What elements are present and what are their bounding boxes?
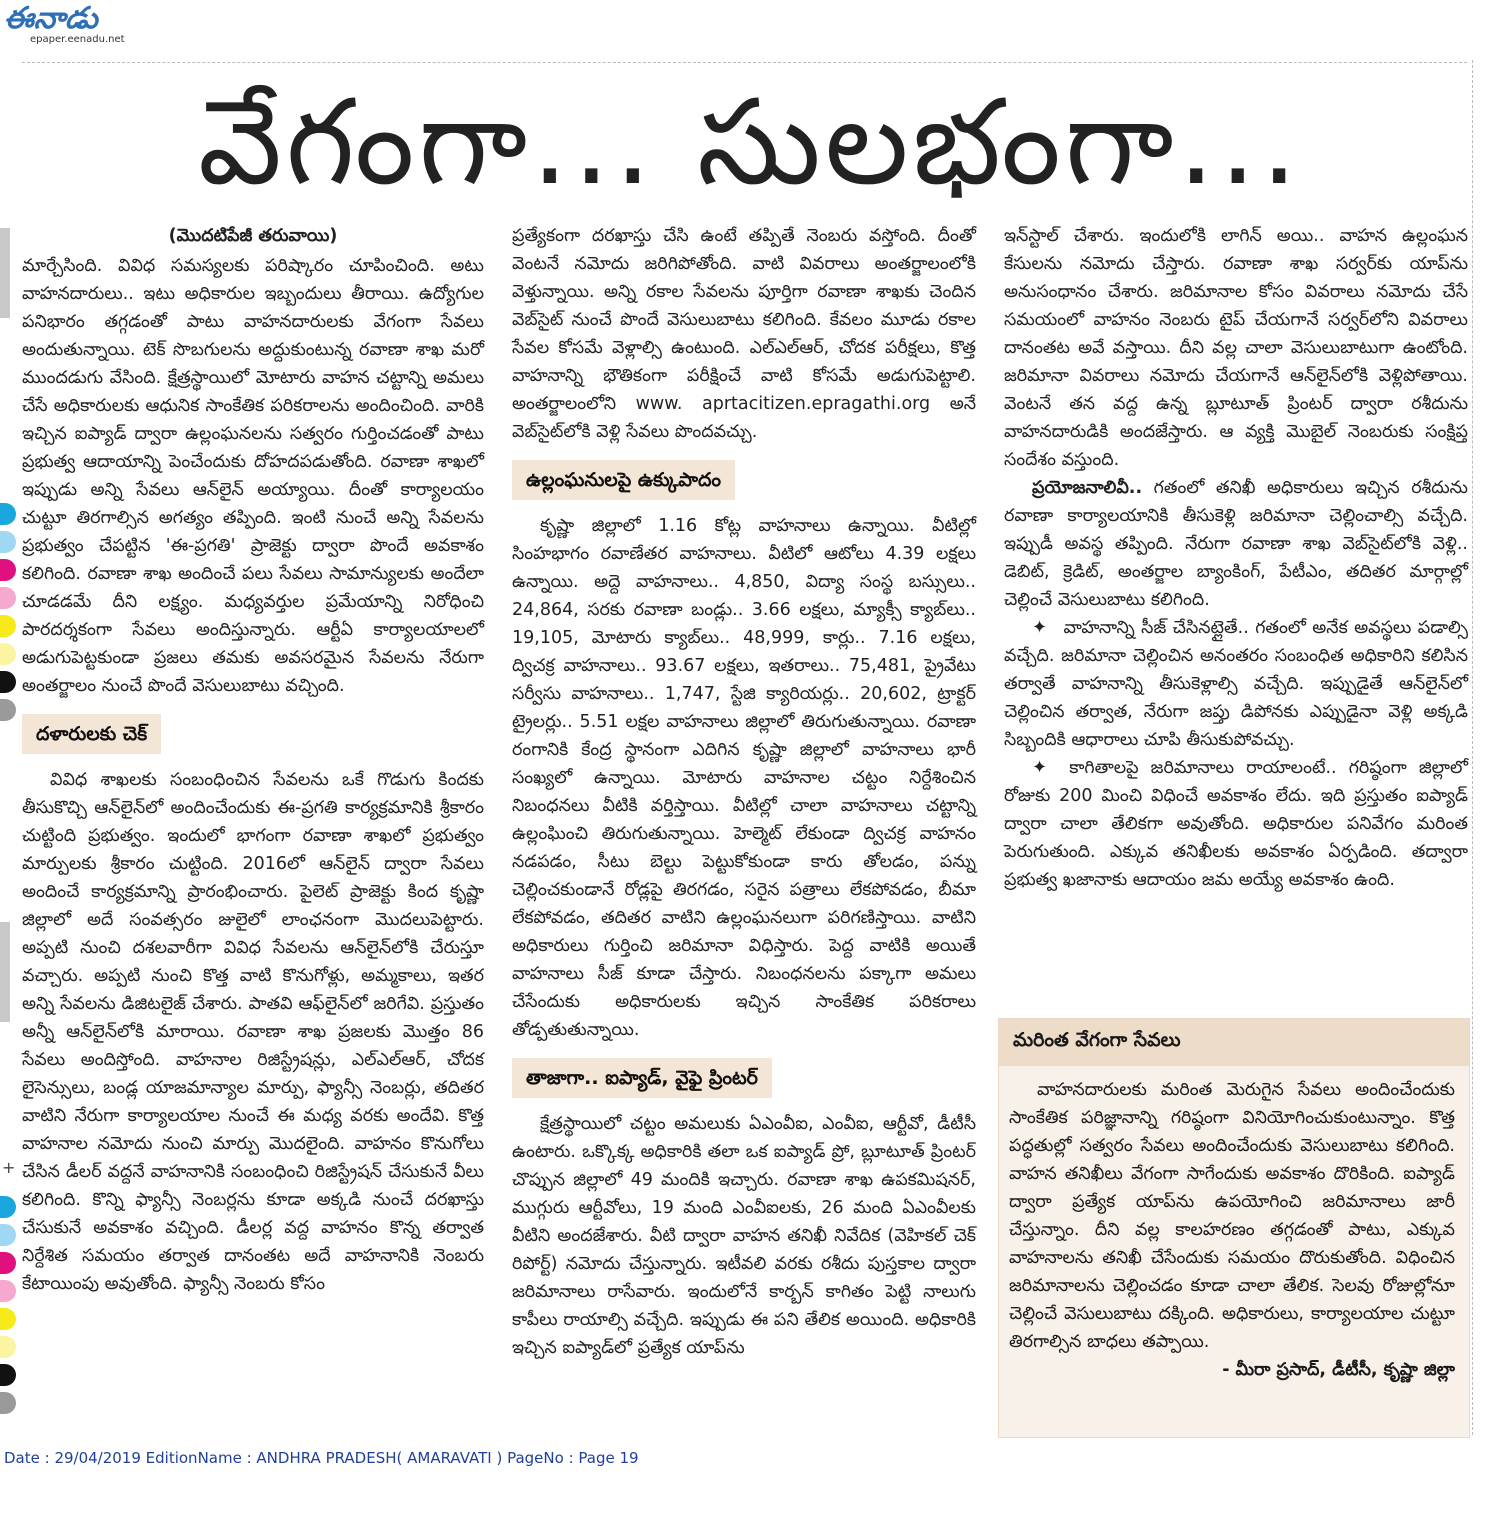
paragraph: క్షేత్రస్థాయిలో చట్టం అమలుకు ఏఎంవీఐ, ఎంవీఐ, ఆర్టీవో, డీటీసీ ఉంటారు. ఒక్కొక్క అధికారికి తలా ఒక ఐప్యాడ్ ప్రో, బ్లూటూత్ ప్రింటర్ చొప్పున జిల్లాలో 49 మందికి ఇచ్చారు. రవాణా శాఖ ఉపకమిషనర్, ముగ్గురు ఆర్టీవోలు, 19 మంది ఎంవీఐలకు, 26 మంది ఏఎంవీలకు వీటిని అందజేశారు. వీటి ద్వారా వాహన తనిఖీ నివేదిక (వెహికల్ చెక్ రిపోర్ట్) నమోదు చేస్తున్నారు. ఇటీవలి వరకు రశీదు పుస్తకాల ద్వారా జరిమానాలు రాసేవారు. ఇందులోనే కార్బన్ కాగితం పెట్టి నాలుగు కాపీలు రాయాల్సి వచ్చేది. ఇప్పుడు ఈ పని తేలిక అయింది. అధికారికి ఇచ్చిన ఐప్యాడ్‌లో ప్రత్యేక యాప్‌ను	[512, 1114, 976, 1358]
paragraph: ప్రత్యేకంగా దరఖాస్తు చేసి ఉంటే తప్పితే నెంబరు వస్తోంది. దీంతో వెంటనే నమోదు జరిగిపోతోంది. వాటి వివరాలు అంతర్జాలంలోకి వెళ్తున్నాయి. అన్ని రకాల సేవలను పూర్తిగా రవాణా శాఖకు చెందిన వెబ్‌సైట్ నుంచే పొందే వెసులుబాటు కలిగింది. కేవలం మూడు రకాల సేవల కోసమే వెళ్లాల్సి ఉంటుంది. ఎల్ఎల్ఆర్, చోదక పరీక్షలు, కొత్త వాహనాన్ని భౌతికంగా పరీక్షించే వాటి కోసమే అడుగుపెట్టాలి. అంతర్జాలంలోని www. aprtacitizen.epragathi.org అనే వెబ్‌సైట్‌లోకి వెళ్లి సేవలు పొందవచ్చు.	[512, 226, 976, 442]
lead-in: ప్రయోజనాలివీ..	[1032, 478, 1143, 498]
quote-box-body	[999, 1066, 1469, 1356]
paragraph: మార్చేసింది. వివిధ సమస్యలకు పరిష్కారం చూపించింది. అటు వాహనదారులు.. ఇటు అధికారుల ఇబ్బందులు తీరాయి. ఉద్యోగుల పనిభారం తగ్గడంతో పాటు వాహనదారులకు వేగంగా సేవలు అందుతున్నాయి. టెక్ సొబగులను అద్దుకుంటున్న రవాణా శాఖ మరో ముందడుగు వేసింది. క్షేత్రస్థాయిలో మోటారు వాహన చట్టాన్ని అమలు చేసే అధికారులకు ఆధునిక సాంకేతిక పరికరాలను అందించింది. వారికి ఇచ్చిన ఐప్యాడ్ ద్వారా ఉల్లంఘనలను సత్వరం గుర్తించడంతో పాటు ప్రభుత్వ ఆదాయాన్ని పెంచేందుకు దోహదపడుతోంది. రవాణా శాఖలో ఇప్పుడు అన్ని సేవలు ఆన్‌లైన్ అయ్యాయి. దీంతో కార్యాలయం చుట్టూ తిరగాల్సిన అగత్యం తప్పింది. ఇంటి నుంచే అన్ని సేవలను ప్రభుత్వం చేపట్టిన 'ఈ-ప్రగతి' ప్రాజెక్టు ద్వారా పొందే అవకాశం కలిగింది. రవాణా శాఖ అందించే పలు సేవలు సామాన్యులకు అందేలా చూడడమే దీని లక్ష్యం. మధ్యవర్తుల ప్రమేయాన్ని నిరోధించి పారదర్శకంగా సేవలు అందిస్తున్నారు. ఆర్టీఏ కార్యాలయాలలో అడుగుపెట్టకుండా ప్రజలు తమకు అవసరమైన సేవలను నేరుగా అంతర్జాలం నుంచే పొందే వెసులుబాటు వచ్చింది.	[22, 256, 484, 696]
paragraph-text: గతంలో తనిఖీ అధికారులు ఇచ్చిన రశీదును రవాణా కార్యాలయానికి తీసుకెళ్లి జరిమానా చెల్లించాల్సి వచ్చేది. ఇప్పుడీ అవస్థ తప్పింది. నేరుగా రవాణా శాఖ వెబ్‌సైట్‌లోకి వెళ్లి.. డెబిట్, క్రెడిట్, అంతర్జాల బ్యాంకింగ్, పేటీఎం, తదితర మార్గాల్లో చెల్లించే వెసులుబాటు కలిగింది.	[1004, 478, 1468, 610]
article-column-3	[1004, 222, 1468, 894]
site-url: epaper.eenadu.net	[30, 34, 125, 45]
cyan-swatch	[0, 503, 16, 525]
light-magenta-swatch	[0, 587, 16, 609]
crosshair-icon: +	[2, 1158, 16, 1177]
black-swatch	[0, 671, 16, 693]
paragraph-text: వాహనాన్ని సీజ్ చేసినట్లైతే.. గతంలో అనేక అవస్థలు పడాల్సి వచ్చేది. జరిమానా చెల్లించిన అనంతరం సంబంధిత అధికారిని కలిసిన తర్వాతే వాహనాన్ని తీసుకెళ్లాల్సి వచ్చేది. ఇప్పుడైతే ఆన్‌లైన్‌లో చెల్లించిన తర్వాత, నేరుగా జప్తు డిపోనకు ఎప్పుడైనా వెళ్లి అక్కడి సిబ్బందికి ఆధారాలు చూపి తీసుకుపోవచ్చు.	[1004, 618, 1468, 750]
top-divider	[22, 62, 1467, 63]
article-column-2	[512, 222, 976, 1362]
continuation-note: (మొదటిపేజీ తరువాయి)	[168, 226, 338, 246]
light-yellow-swatch	[0, 1336, 16, 1358]
paragraph: కృష్ణా జిల్లాలో 1.16 కోట్ల వాహనాలు ఉన్నాయి. వీటిల్లో సింహభాగం రవాణేతర వాహనాలు. వీటిలో ఆటోలు 4.39 లక్షలు ఉన్నాయి. అద్దె వాహనాలు.. 4,850, విద్యా సంస్థ బస్సులు.. 24,864, సరకు రవాణా బండ్లు.. 3.66 లక్షలు, మ్యాక్సీ క్యాబ్‌లు.. 19,105, మోటారు క్యాబ్‌లు.. 48,999, కార్లు.. 7.16 లక్షలు, ద్విచక్ర వాహనాలు.. 93.67 లక్షలు, ఇతరాలు.. 75,481, ప్రైవేటు సర్వీసు వాహనాలు.. 1,747, స్టేజి క్యారియర్లు.. 20,602, ట్రాక్టర్ ట్రైలర్లు.. 5.51 లక్షల వాహనాలు జిల్లాలో తిరుగుతున్నాయి. రవాణా రంగానికి కేంద్ర స్థానంగా ఎదిగిన కృష్ణా జిల్లాలో వాహనాలు భారీ సంఖ్యలో ఉన్నాయి. మోటారు వాహనాల చట్టం నిర్దేశించిన నిబంధనలు వీటికి వర్తిస్తాయి. వీటిల్లో చాలా వాహనాలు చట్టాన్ని ఉల్లంఘించి తిరుగుతున్నాయి. హెల్మెట్ లేకుండా ద్విచక్ర వాహనం నడపడం, సీటు బెల్టు పెట్టుకోకుండా కారు తోలడం, పన్ను చెల్లించకుండానే రోడ్లపై తిరగడం, సరైన పత్రాలు లేకపోవడం, బీమా లేకపోవడం, తదితర వాటిని ఉల్లంఘనలుగా పరిగణిస్తాయి. వాటిని అధికారులు గుర్తించి జరిమానా విధిస్తారు. పెద్ద వాటికి అయితే వాహనాలు సీజ్ కూడా చేస్తారు. నిబంధనలను పక్కాగా అమలు చేసేందుకు అధికారులకు ఇచ్చిన సాంకేతిక పరికరాలు తోడ్పతుతున్నాయి.	[512, 516, 976, 1040]
paragraph-text: కాగితాలపై జరిమానాలు రాయాలంటే.. గరిష్ఠంగా జిల్లాలో రోజుకు 200 మించి విధించే అవకాశం లేదు. ఇది ప్రస్తుతం ఐప్యాడ్ ద్వారా చాలా తేలికగా అవుతోంది. అధికారుల పనివేగం మరింత పెరుగుతుంది. ఎక్కువ తనిఖీలకు అవకాశం ఏర్పడింది. తద్వారా ప్రభుత్వ ఖజానాకు ఆదాయం జమ అయ్యే అవకాశం ఉంది.	[1004, 758, 1468, 890]
print-margin-bar	[0, 228, 10, 318]
color-registration-strip	[0, 503, 16, 727]
masthead	[4, 2, 125, 45]
quote-text: వాహనదారులకు మరింత మెరుగైన సేవలు అందించేందుకు సాంకేతిక పరిజ్ఞానాన్ని గరిష్ఠంగా వినియోగించుకుంటున్నాం. కొత్త పద్ధతుల్లో సత్వరం సేవలు అందించేందుకు వెసులుబాటు కలిగింది. వాహన తనిఖీలు వేగంగా సాగేందుకు అవకాశం దొరికింది. ఐప్యాడ్ ద్వారా ప్రత్యేక యాప్‌ను ఉపయోగించి జరిమానాలు జారీ చేస్తున్నాం. దీని వల్ల కాలహరణం తగ్గడంతో పాటు, ఎక్కువ వాహనాలను తనిఖీ చేసేందుకు సమయం దొరుకుతోంది. విధించిన జరిమానాలను చెల్లించడం కూడా చాలా తేలిక. సెలవు రోజుల్లోనూ చెల్లించే వెసులుబాటు దక్కింది. అధికారులు, కార్యాలయాల చుట్టూ తిరగాల్సిన బాధలు తప్పాయి.	[1009, 1080, 1455, 1352]
magenta-swatch	[0, 1252, 16, 1274]
edition-footer: Date : 29/04/2019 EditionName : ANDHRA PRADESH( AMARAVATI ) PageNo : Page 19	[4, 1449, 639, 1467]
quote-signature: - మీరా ప్రసాద్, డీటీసీ, కృష్ణా జిల్లా	[1222, 1360, 1455, 1380]
light-cyan-swatch	[0, 1224, 16, 1246]
article-column-1	[22, 222, 484, 1298]
light-cyan-swatch	[0, 531, 16, 553]
print-margin-bar-2	[0, 922, 10, 1022]
subheading: దళారులకు చెక్	[22, 714, 161, 754]
newspaper-logo[interactable]: ఈనాడు	[4, 1, 98, 36]
cyan-swatch	[0, 1196, 16, 1218]
black-swatch	[0, 1364, 16, 1386]
paragraph	[1004, 754, 1468, 894]
grey-swatch	[0, 1392, 16, 1414]
subheading: ఉల్లంఘనులపై ఉక్కుపాదం	[512, 460, 735, 500]
star-bullet-icon: ✦	[1032, 757, 1048, 778]
paragraph	[1004, 474, 1468, 614]
quote-box	[998, 1018, 1470, 1438]
paragraph: ఇన్‌స్టాల్ చేశారు. ఇందులోకి లాగిన్ అయి.. వాహన ఉల్లంఘన కేసులను నమోదు చేస్తారు. రవాణా శాఖ సర్వర్‌కు యాప్‌ను అనుసంధానం చేశారు. జరిమానాల కోసం వివరాలు నమోదు చేసే సమయంలో వాహనం నెంబరు టైప్ చేయగానే సర్వర్‌లోని వివరాలు దానంతట అవే వస్తాయి. దీని వల్ల చాలా వెసులుబాటుగా ఉంటోంది. జరిమానా వివరాలు నమోదు చేయగానే ఆన్‌లైన్‌లోకి వెళ్లిపోతాయి. వెంటనే తన వద్ద ఉన్న బ్లూటూత్ ప్రింటర్ ద్వారా రశీదును వాహనదారుడికి అందజేస్తారు. ఆ వ్యక్తి మొబైల్ నెంబరుకు సంక్షిప్త సందేశం వస్తుంది.	[1004, 226, 1468, 470]
right-divider	[1472, 60, 1473, 1435]
subheading: తాజాగా.. ఐప్యాడ్, వైఫై ప్రింటర్	[512, 1058, 772, 1098]
light-magenta-swatch	[0, 1280, 16, 1302]
quote-box-title: మరింత వేగంగా సేవలు	[999, 1019, 1469, 1066]
color-registration-strip-2	[0, 1196, 16, 1420]
light-yellow-swatch	[0, 643, 16, 665]
yellow-swatch	[0, 615, 16, 637]
yellow-swatch	[0, 1308, 16, 1330]
star-bullet-icon: ✦	[1032, 617, 1048, 638]
headline: వేగంగా... సులభంగా...	[197, 73, 1303, 211]
grey-swatch	[0, 699, 16, 721]
magenta-swatch	[0, 559, 16, 581]
paragraph	[1004, 614, 1468, 754]
paragraph: వివిధ శాఖలకు సంబంధించిన సేవలను ఒకే గొడుగు కిందకు తీసుకొచ్చి ఆన్‌లైన్‌లో అందించేందుకు ఈ-ప్రగతి కార్యక్రమానికి శ్రీకారం చుట్టింది ప్రభుత్వం. ఇందులో భాగంగా రవాణా శాఖలో ప్రభుత్వం మార్పులకు శ్రీకారం చుట్టింది. 2016లో ఆన్‌లైన్ ద్వారా సేవలు అందించే కార్యక్రమాన్ని ప్రారంభించారు. పైలెట్ ప్రాజెక్టు కింద కృష్ణా జిల్లాలో అదే సంవత్సరం జులైలో లాంఛనంగా మొదలుపెట్టారు. అప్పటి నుంచి దశలవారీగా వివిధ సేవలను ఆన్‌లైన్‌లోకి చేరుస్తూ వచ్చారు. అప్పటి నుంచి కొత్త వాటి కొనుగోళ్లు, అమ్మకాలు, ఇతర అన్ని సేవలను డిజిటలైజ్ చేశారు. పాతవి ఆఫ్‌లైన్‌లో జరిగేవి. ప్రస్తుతం అన్నీ ఆన్‌లైన్‌లోకి మారాయి. రవాణా శాఖ ప్రజలకు మొత్తం 86 సేవలు అందిస్తోంది. వాహనాల రిజిస్ట్రేషన్లు, ఎల్ఎల్ఆర్, చోదక లైసెన్సులు, బండ్ల యాజమాన్యాల మార్పు, ఫ్యాన్సీ నెంబర్లు, తదితర వాటిని నేరుగా కార్యాలయాల నుంచే ఈ మధ్య వరకు అందేవి. కొత్త వాహనాల నమోదు నుంచి మార్పు మొదలైంది. వాహనం కొనుగోలు చేసిన డీలర్ వద్దనే వాహనానికి సంబంధించి రిజిస్ట్రేషన్ చేసుకునే వీలు కలిగింది. కొన్ని ఫ్యాన్సీ నెంబర్లను కూడా అక్కడి నుంచే దరఖాస్తు చేసుకునే అవకాశం వచ్చింది. డీలర్ల వద్ద వాహనం కొన్న తర్వాత నిర్దేశిత సమయం తర్వాత దానంతట అదే వాహనానికి నెంబరు కేటాయింపు అవుతోంది. ఫ్యాన్సీ నెంబరు కోసం	[22, 770, 484, 1294]
